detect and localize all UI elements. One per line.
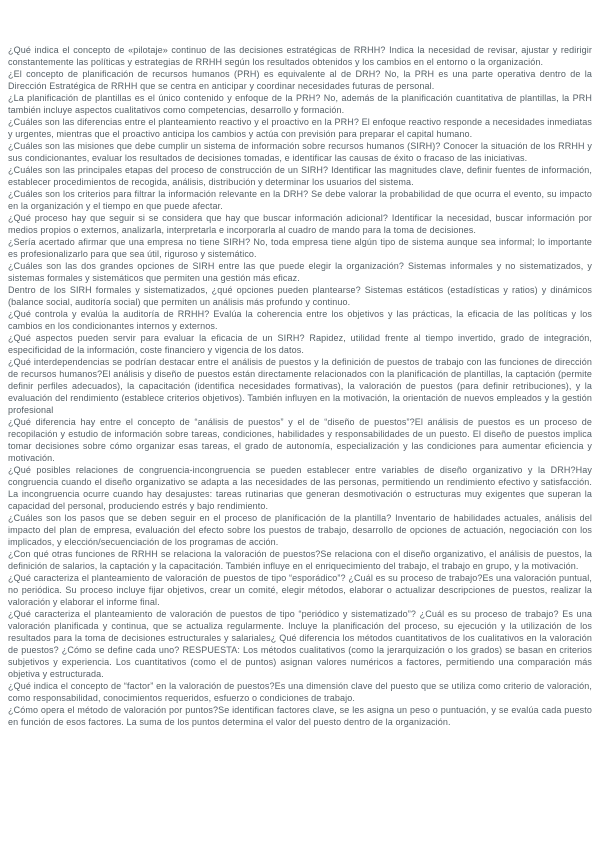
paragraph-3: ¿La planificación de plantillas es el único contenido y enfoque de la PRH? No, además de la planificación cuantitativa de plantillas, la PRH también incluye aspectos cualitativos como competencias, desarrollo y formación. (8, 93, 592, 115)
paragraph-20: ¿Qué caracteriza el planteamiento de valoración de puestos de tipo “periódico y sistematizado”? ¿Cuál es su proceso de trabajo? Es una valoración planificada y continua, que se actualiza regularmente. Incluye la planificación del proceso, su ejecución y la utilización de los resultados para la toma de decisiones estructurales y salariales¿ Qué diferencia los métodos cuantitativos de los cualitativos en la valoración de puestos? ¿Cómo se define cada uno? RESPUESTA: Los métodos cualitativos (como la jerarquización o los grados) se basan en criterios subjetivos y experiencia. Los cuantitativos (como el de puntos) asignan valores numéricos a factores, permitiendo una comparación más objetiva y estructurada. (8, 609, 592, 679)
paragraph-22: ¿Cómo opera el método de valoración por puntos?Se identifican factores clave, se les asigna un peso o puntuación, y se evalúa cada puesto en función de esos factores. La suma de los puntos determina el valor del puesto dentro de la organización. (8, 705, 592, 727)
paragraph-14: ¿Qué interdependencias se podrían destacar entre el análisis de puestos y la definición de puestos de trabajo con las funciones de dirección de recursos humanos?El análisis y diseño de puestos están directamente relacionados con la planificación de plantillas, la captación (permite definir perfiles adecuados), la capacitación (identifica necesidades formativas), la valoración de puestos (para definir retribuciones), y la evaluación del rendimiento (establece criterios objetivos). También influyen en la motivación, la orientación de nuevos empleados y la gestión profesional (8, 357, 592, 415)
paragraph-9: ¿Sería acertado afirmar que una empresa no tiene SIRH? No, toda empresa tiene algún tipo de sistema aunque sea informal; lo importante es profesionalizarlo para que sea útil, riguroso y sistemático. (8, 237, 592, 259)
paragraph-13: ¿Qué aspectos pueden servir para evaluar la eficacia de un SIRH? Rapidez, utilidad frente al tiempo invertido, grado de integración, especificidad de la información, coste financiero y vigencia de los datos. (8, 333, 592, 355)
paragraph-16: ¿Qué posibles relaciones de congruencia-incongruencia se pueden establecer entre variables de diseño organizativo y la DRH?Hay congruencia cuando el diseño organizativo se adapta a las necesidades de las personas, permitiendo un rendimiento efectivo y satisfacción. La incongruencia ocurre cuando hay desajustes: tareas rutinarias que generan desmotivación o estructuras muy exigentes que superan la capacidad del personal, produciendo estrés y bajo rendimiento. (8, 465, 592, 511)
paragraph-19: ¿Qué caracteriza el planteamiento de valoración de puestos de tipo “esporádico”? ¿Cuál es su proceso de trabajo?Es una valoración puntual, no periódica. Su proceso incluye fijar objetivos, crear un comité, elegir métodos, elaborar o actualizar descripciones de puestos, realizar la valoración y elaborar el informe final. (8, 573, 592, 607)
paragraph-2: ¿El concepto de planificación de recursos humanos (PRH) es equivalente al de DRH? No, la PRH es una parte operativa dentro de la Dirección Estratégica de RRHH que se centra en anticipar y coordinar necesidades futuras de personal. (8, 69, 592, 91)
paragraph-15: ¿Qué diferencia hay entre el concepto de “análisis de puestos” y el de “diseño de puestos”?El análisis de puestos es un proceso de recopilación y estudio de información sobre tareas, condiciones, habilidades y responsabilidades de un puesto. El diseño de puestos implica tomar decisiones sobre cómo organizar esas tareas, el grado de autonomía, especialización y las condiciones para aumentar eficiencia y motivación. (8, 417, 592, 463)
paragraph-11: Dentro de los SIRH formales y sistematizados, ¿qué opciones pueden plantearse? Sistemas estáticos (estadísticas y ratios) y dinámicos (balance social, auditoría social) que permiten un análisis más profundo y continuo. (8, 285, 592, 307)
paragraph-6: ¿Cuáles son las principales etapas del proceso de construcción de un SIRH? Identificar las magnitudes clave, definir fuentes de información, establecer procedimientos de recogida, análisis, distribución y determinar los usuarios del sistema. (8, 165, 592, 187)
paragraph-18: ¿Con qué otras funciones de RRHH se relaciona la valoración de puestos?Se relaciona con el diseño organizativo, el análisis de puestos, la definición de salarios, la captación y la capacitación. También influye en el enriquecimiento del trabajo, el trabajo en grupo, y la motivación. (8, 549, 592, 571)
paragraph-12: ¿Qué controla y evalúa la auditoría de RRHH? Evalúa la coherencia entre los objetivos y las prácticas, la eficacia de las políticas y los cambios en los condicionantes internos y externos. (8, 309, 592, 331)
document-text-block (8, 44, 592, 728)
paragraph-10: ¿Cuáles son las dos grandes opciones de SIRH entre las que puede elegir la organización? Sistemas informales y no sistematizados, y sistemas formales y sistemáticos que permiten una gestión más eficaz. (8, 261, 592, 283)
paragraph-17: ¿Cuáles son los pasos que se deben seguir en el proceso de planificación de la plantilla? Inventario de habilidades actuales, análisis del impacto del plan de empresa, evaluación del efecto sobre los puestos de trabajo, desarrollo de opciones de actuación, negociación con los implicados, y elección/secuenciación de los programas de acción. (8, 513, 592, 547)
paragraph-8: ¿Qué proceso hay que seguir si se considera que hay que buscar información adicional? Identificar la necesidad, buscar información por medios propios o externos, analizarla, interpretarla e incorporarla al cuadro de mando para la toma de decisiones. (8, 213, 592, 235)
paragraph-4: ¿Cuáles son las diferencias entre el planteamiento reactivo y el proactivo en la PRH? El enfoque reactivo responde a necesidades inmediatas y urgentes, mientras que el proactivo anticipa los cambios y actúa con previsión para preparar el capital humano. (8, 117, 592, 139)
paragraph-1: ¿Qué indica el concepto de «pilotaje» continuo de las decisiones estratégicas de RRHH? Indica la necesidad de revisar, ajustar y redirigir constantemente las políticas y estrategias de RRHH según los resultados obtenidos y los cambios en el entorno o la organización. (8, 45, 592, 67)
paragraph-21: ¿Qué indica el concepto de “factor” en la valoración de puestos?Es una dimensión clave del puesto que se utiliza como criterio de valoración, como responsabilidad, conocimientos requeridos, esfuerzo o condiciones de trabajo. (8, 681, 592, 703)
paragraph-7: ¿Cuáles son los criterios para filtrar la información relevante en la DRH? Se debe valorar la probabilidad de que ocurra el evento, su impacto en la organización y el tiempo en que puede afectar. (8, 189, 592, 211)
paragraph-5: ¿Cuáles son las misiones que debe cumplir un sistema de información sobre recursos humanos (SIRH)? Conocer la situación de los RRHH y sus condicionantes, evaluar los resultados de decisiones tomadas, e identificar las causas de éxito o fracaso de las iniciativas. (8, 141, 592, 163)
